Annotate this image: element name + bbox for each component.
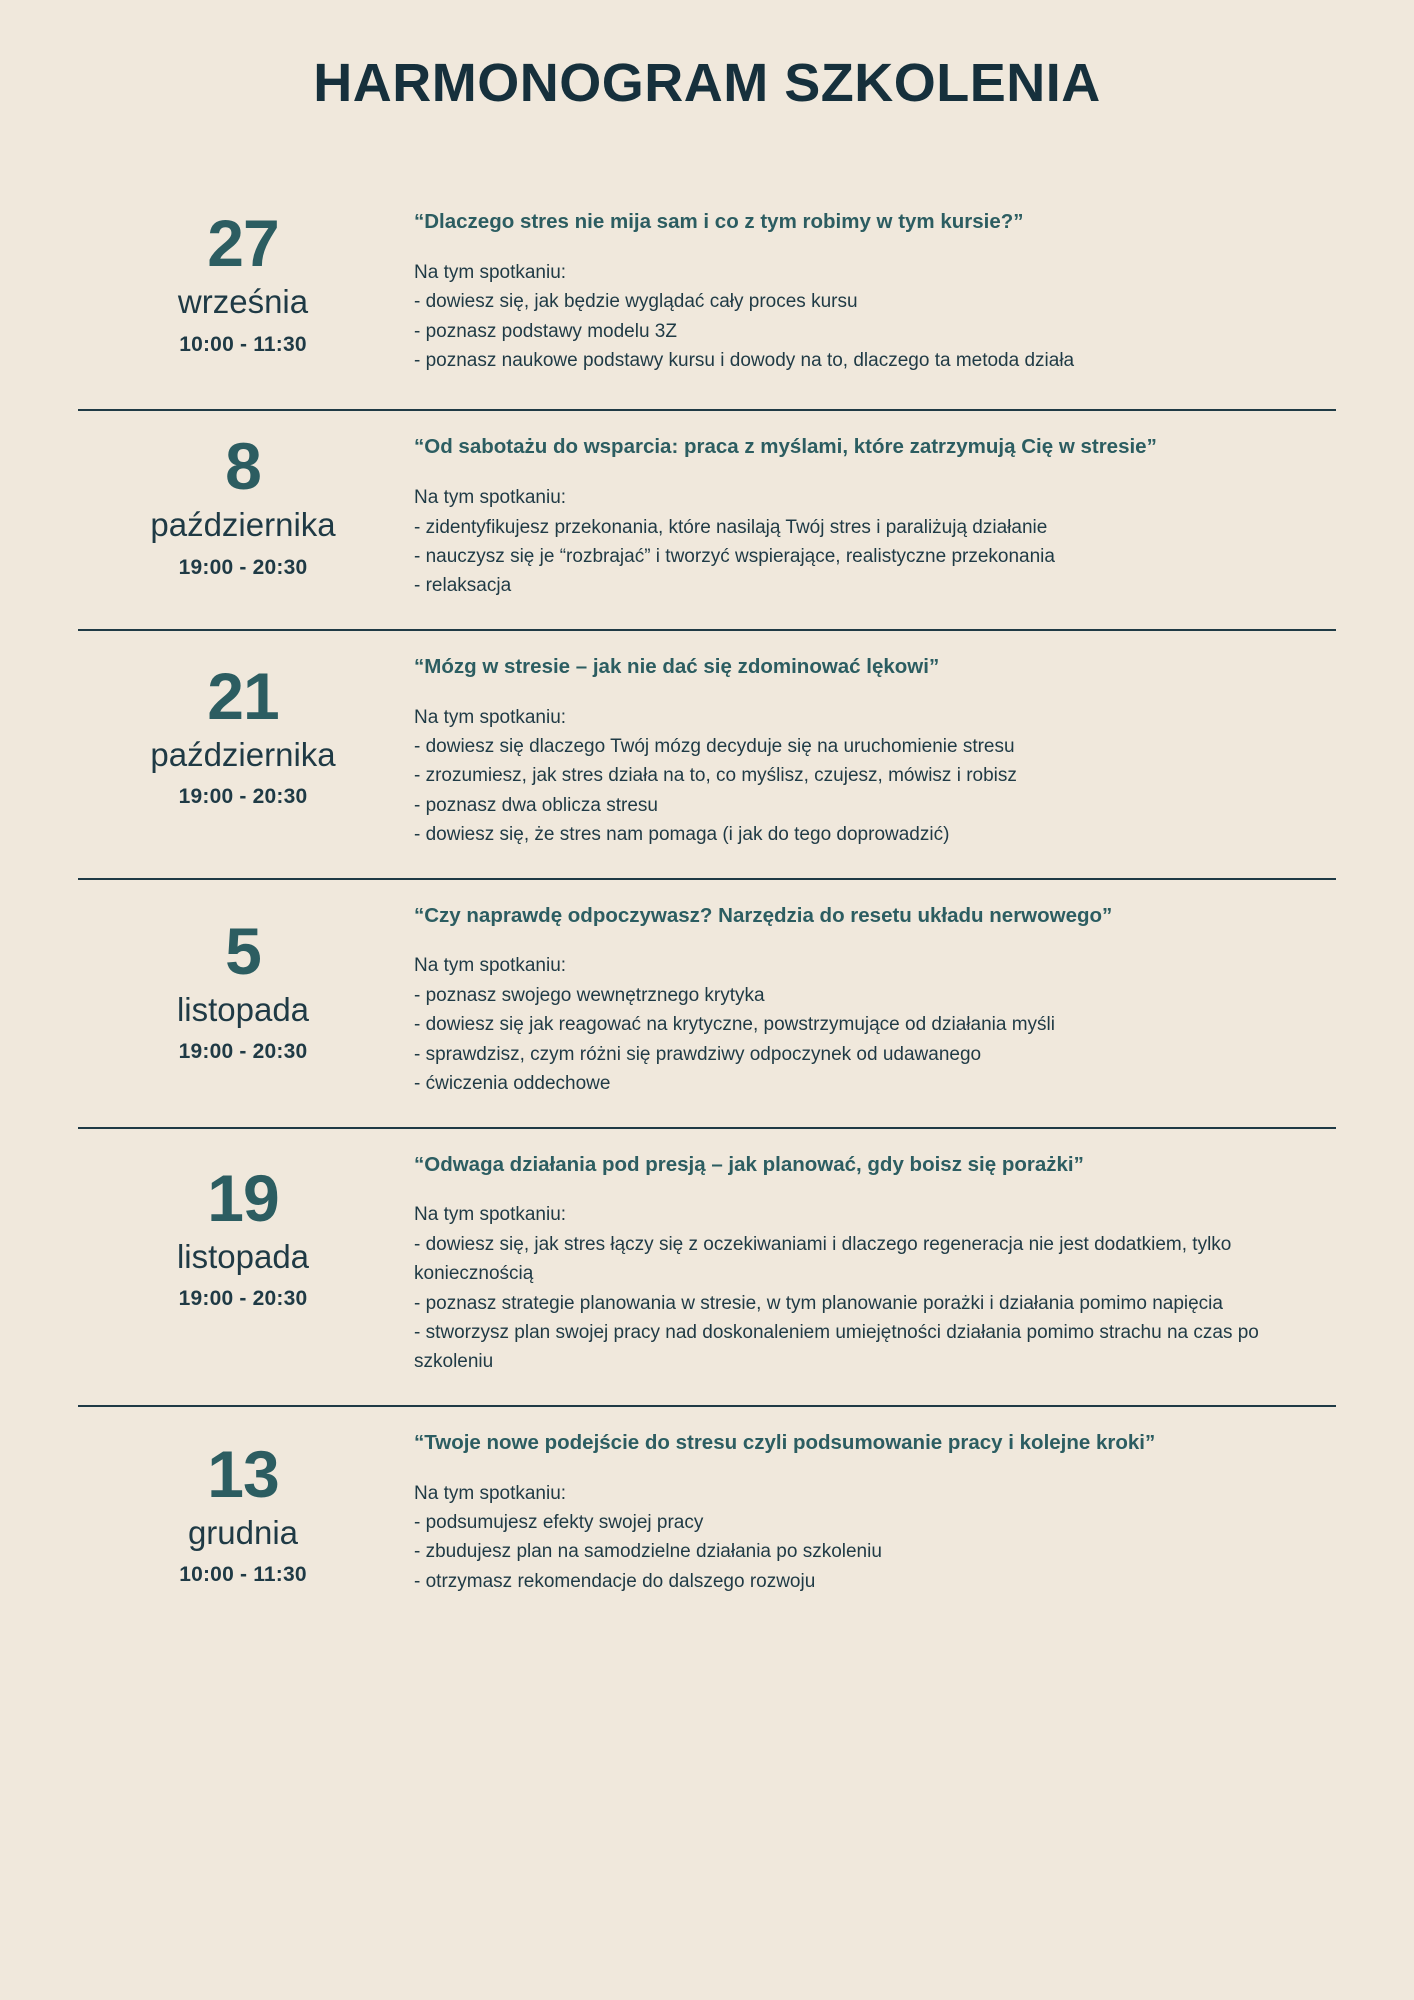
schedule-row xyxy=(78,1129,1336,1407)
session-time: 19:00 - 20:30 xyxy=(178,1287,308,1311)
list-item: - dowiesz się jak reagować na krytyczne, powstrzymujące od działania myśli xyxy=(414,1014,1055,1036)
list-item: - poznasz podstawy modelu 3Z xyxy=(414,320,677,342)
session-intro: Na tym spotkaniu: xyxy=(414,955,567,977)
session-intro: Na tym spotkaniu: xyxy=(414,487,567,509)
schedule-row xyxy=(78,631,1336,880)
page-title: HARMONOGRAM SZKOLENIA xyxy=(313,53,1101,113)
session-date-block xyxy=(78,411,408,606)
session-intro: Na tym spotkaniu: xyxy=(414,1482,567,1504)
session-intro: Na tym spotkaniu: xyxy=(414,706,567,728)
session-bullets xyxy=(414,981,1336,1099)
session-intro: Na tym spotkaniu: xyxy=(414,261,567,283)
session-day: 13 xyxy=(207,1436,279,1511)
session-day: 5 xyxy=(225,913,261,988)
session-bullets xyxy=(414,287,1336,375)
session-title: “Twoje nowe podejście do stresu czyli podsumowanie pracy i kolejne kroki” xyxy=(414,1430,1156,1454)
session-bullets xyxy=(414,1508,1336,1596)
session-bullets xyxy=(414,1230,1336,1377)
session-intro: Na tym spotkaniu: xyxy=(414,1204,567,1226)
session-date-block xyxy=(78,880,408,1091)
session-bullets xyxy=(414,513,1336,601)
session-month: października xyxy=(150,506,336,544)
session-month: listopada xyxy=(176,990,310,1028)
session-content xyxy=(408,1407,1336,1624)
session-title: “Mózg w stresie – jak nie dać się zdominować lękowi” xyxy=(414,654,940,678)
list-item: - zbudujesz plan na samodzielne działania po szkoleniu xyxy=(414,1541,882,1563)
session-day: 21 xyxy=(207,658,279,733)
session-time: 19:00 - 20:30 xyxy=(178,785,308,809)
session-title: “Od sabotażu do wsparcia: praca z myślami, które zatrzymują Cię w stresie” xyxy=(414,435,1157,459)
schedule-row xyxy=(78,411,1336,630)
session-time: 10:00 - 11:30 xyxy=(179,1563,307,1587)
session-date-block xyxy=(78,631,408,836)
schedule-row xyxy=(78,880,1336,1129)
session-title: “Dlaczego stres nie mija sam i co z tym robimy w tym kursie?” xyxy=(414,210,1024,233)
session-title: “Czy naprawdę odpoczywasz? Narzędzia do resetu układu nerwowego” xyxy=(414,903,1113,927)
list-item: - poznasz strategie planowania w stresie, w tym planowanie porażki i działania pomimo napięcia xyxy=(414,1292,1223,1314)
session-time: 19:00 - 20:30 xyxy=(178,1040,308,1064)
session-content xyxy=(408,1129,1336,1405)
session-bullets xyxy=(414,732,1336,850)
list-item: - podsumujesz efekty swojej pracy xyxy=(414,1511,704,1533)
session-day: 8 xyxy=(225,429,261,504)
session-content xyxy=(408,184,1336,409)
session-date-block xyxy=(78,1129,408,1338)
list-item: - nauczysz się je “rozbrajać” i tworzyć wspierające, realistyczne przekonania xyxy=(414,545,1055,567)
session-content xyxy=(408,411,1336,628)
list-item: - sprawdzisz, czym różni się prawdziwy odpoczynek od udawanego xyxy=(414,1043,982,1065)
list-item: - stworzysz plan swojej pracy nad doskonaleniem umiejętności działania pomimo strachu na czas po szkoleniu xyxy=(414,1321,1259,1373)
list-item: - relaksacja xyxy=(414,575,512,597)
list-item: - dowiesz się dlaczego Twój mózg decyduje się na uruchomienie stresu xyxy=(414,735,1015,757)
session-day: 27 xyxy=(207,206,279,280)
session-day: 19 xyxy=(207,1160,279,1235)
session-month: listopada xyxy=(176,1237,310,1275)
list-item: - dowiesz się, jak stres łączy się z oczekiwaniami i dlaczego regeneracja nie jest dodatkiem, tylko koniecznością xyxy=(414,1233,1232,1285)
session-content xyxy=(408,880,1336,1127)
list-item: - poznasz dwa oblicza stresu xyxy=(414,794,658,816)
list-item: - zidentyfikujesz przekonania, które nasilają Twój stres i paraliżują działanie xyxy=(414,516,1048,538)
list-item: - poznasz swojego wewnętrznego krytyka xyxy=(414,984,765,1006)
schedule-row xyxy=(78,1407,1336,1624)
session-content xyxy=(408,631,1336,878)
list-item: - otrzymasz rekomendacje do dalszego rozwoju xyxy=(414,1570,816,1592)
session-month: października xyxy=(150,735,336,773)
list-item: - ćwiczenia oddechowe xyxy=(414,1073,611,1095)
session-date-block xyxy=(78,1407,408,1614)
list-item: - dowiesz się, że stres nam pomaga (i jak do tego doprowadzić) xyxy=(414,824,950,846)
session-month: grudnia xyxy=(187,1513,299,1551)
schedule-row xyxy=(78,184,1336,411)
session-time: 10:00 - 11:30 xyxy=(179,332,307,356)
session-month: września xyxy=(177,283,309,320)
schedule-list xyxy=(78,184,1336,1624)
session-title: “Odwaga działania pod presją – jak planować, gdy boisz się porażki” xyxy=(414,1152,1084,1176)
session-time: 19:00 - 20:30 xyxy=(178,555,308,579)
list-item: - dowiesz się, jak będzie wyglądać cały proces kursu xyxy=(414,291,858,313)
session-date-block xyxy=(78,184,408,383)
list-item: - zrozumiesz, jak stres działa na to, co myślisz, czujesz, mówisz i robisz xyxy=(414,765,1017,787)
list-item: - poznasz naukowe podstawy kursu i dowody na to, dlaczego ta metoda działa xyxy=(414,349,1075,371)
